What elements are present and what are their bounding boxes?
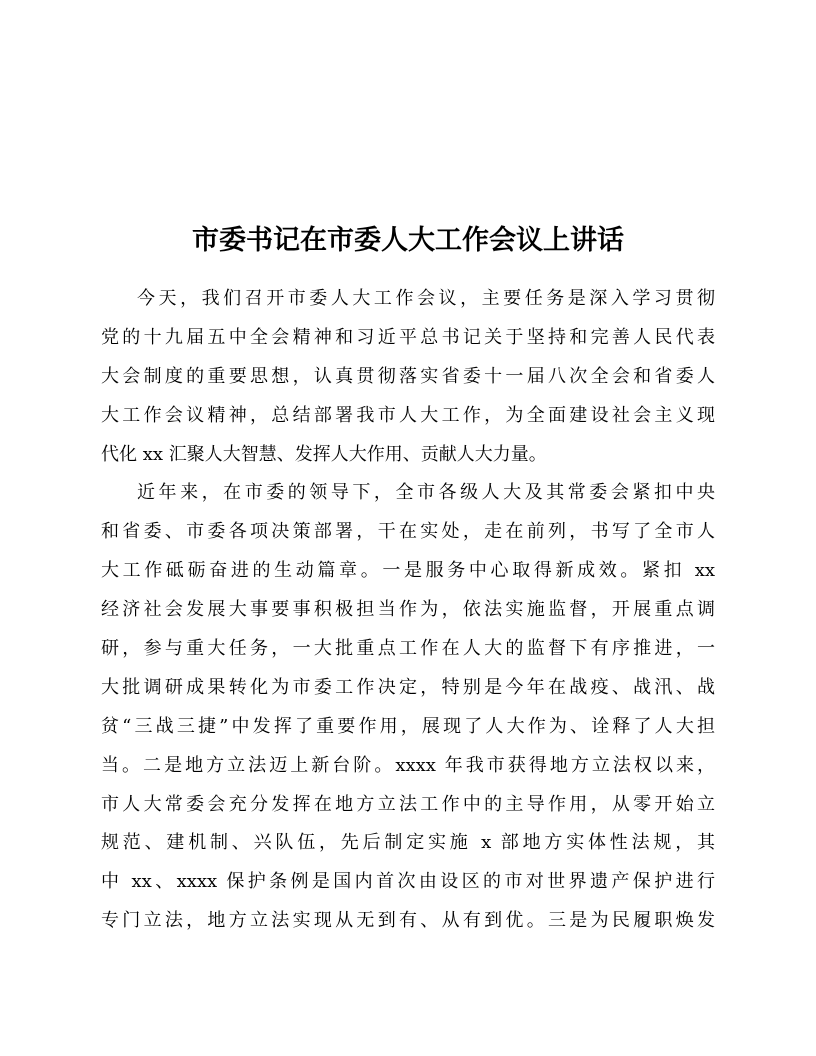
text-line: 大批调研成果转化为市委工作决定，特别是今年在战疫、战汛、战 — [101, 676, 715, 698]
text-line: 经济社会发展大事要事积极担当作为，依法实施监督，开展重点调 — [101, 599, 715, 621]
paragraph-1 — [101, 280, 715, 474]
text-line: 代化 xx 汇聚人大智慧、发挥人大作用、贡献人大力量。 — [101, 443, 547, 465]
text-line: 贫“三战三捷”中发挥了重要作用，展现了人大作为、诠释了人大担 — [101, 715, 715, 737]
text-line: 专门立法，地方立法实现从无到有、从有到优。三是为民履职焕发 — [101, 910, 715, 932]
text-line: 大工作会议精神，总结部署我市人大工作，为全面建设社会主义现 — [101, 404, 715, 426]
text-line: 规范、建机制、兴队伍，先后制定实施 x 部地方实体性法规，其 — [101, 832, 715, 854]
text-line: 近年来，在市委的领导下，全市各级人大及其常委会紧扣中央 — [137, 482, 715, 504]
text-line: 今天，我们召开市委人大工作会议，主要任务是深入学习贯彻 — [137, 288, 715, 309]
text-line: 大工作砥砺奋进的生动篇章。一是服务中心取得新成效。紧扣 xx — [101, 560, 715, 582]
document-title: 市委书记在市委人大工作会议上讲话 — [192, 225, 624, 256]
paragraph-2 — [101, 474, 715, 941]
text-line: 和省委、市委各项决策部署，干在实处，走在前列，书写了全市人 — [101, 521, 715, 543]
text-line: 党的十九届五中全会精神和习近平总书记关于坚持和完善人民代表 — [101, 326, 715, 348]
document-body — [101, 280, 715, 941]
text-line: 研，参与重大任务，一大批重点工作在人大的监督下有序推进，一 — [101, 638, 715, 660]
text-line: 大会制度的重要思想，认真贯彻落实省委十一届八次全会和省委人 — [101, 365, 715, 387]
text-line: 中 xx、xxxx 保护条例是国内首次由设区的市对世界遗产保护进行 — [101, 871, 715, 893]
text-line: 当。二是地方立法迈上新台阶。xxxx 年我市获得地方立法权以来， — [101, 754, 715, 776]
text-line: 市人大常委会充分发挥在地方立法工作中的主导作用，从零开始立 — [101, 793, 715, 815]
